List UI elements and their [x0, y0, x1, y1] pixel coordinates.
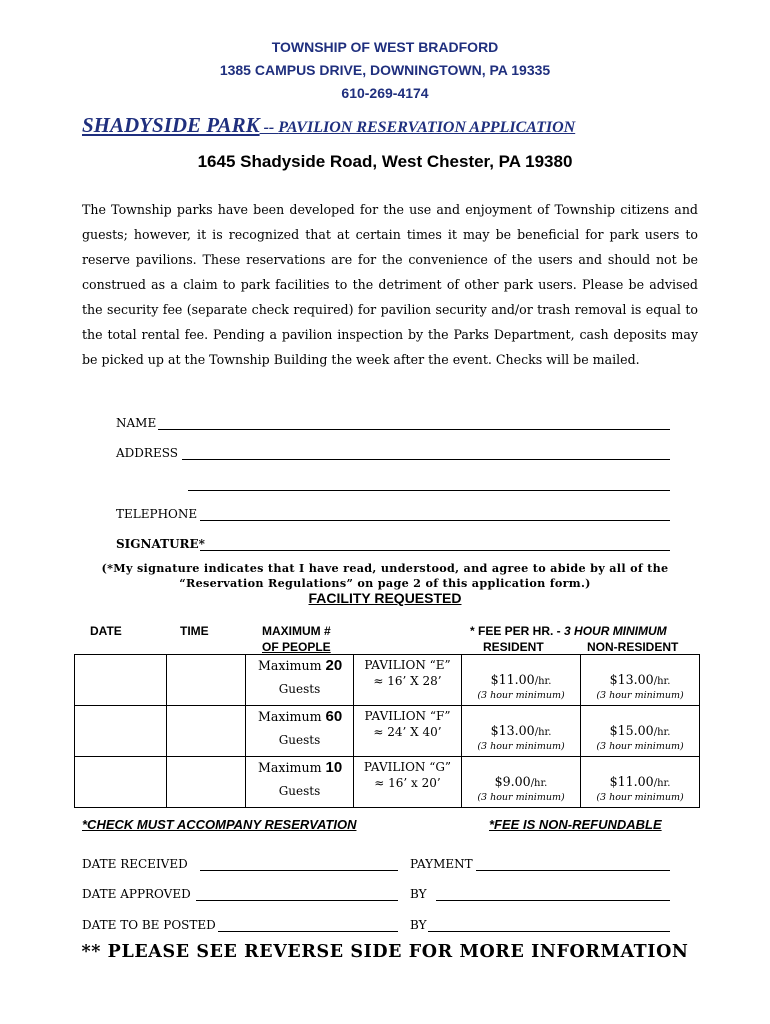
guests-label: Guests: [278, 784, 321, 798]
max-people-value: Maximum 60: [258, 708, 343, 725]
signature-field[interactable]: [200, 550, 670, 551]
pavilion-size: ≈ 16’ x 20’: [374, 776, 441, 790]
max-people-header-line1: MAXIMUM #: [262, 624, 331, 638]
telephone-label: TELEPHONE: [116, 507, 198, 521]
guests-label: Guests: [278, 733, 321, 747]
max-people-header-line2: OF PEOPLE: [262, 640, 331, 654]
resident-minimum: (3 hour minimum): [477, 792, 565, 803]
time-cell[interactable]: [167, 757, 246, 808]
resident-fee-cell: [462, 757, 581, 808]
non-resident-minimum: (3 hour minimum): [596, 690, 684, 701]
max-people-cell: [246, 757, 354, 808]
pavilion-info: [354, 708, 461, 740]
intro-paragraph: The Township parks have been developed for the use and enjoyment of Township citizens and guests; however, it is recognized that at certain times it may be beneficial for park users to reserve pavilions. These reservations are for the convenience of the users and should not be construed as a claim to park facilities to the detriment of other park users. Please be advised the security fee (separate check required) for pavilion security and/or trash removal is equal to the total rental fee. Pending a pavilion inspection by the Parks Department, cash deposits may be picked up at the Township Building the week after the event. Checks will be mailed.: [82, 202, 698, 367]
non-resident-fee: $13.00/hr.: [609, 672, 671, 687]
fee-header: [470, 624, 667, 638]
resident-minimum: (3 hour minimum): [477, 741, 565, 752]
non-resident-fee-cell: [581, 655, 700, 706]
pavilion-size: ≈ 16’ X 28’: [373, 674, 442, 688]
facility-requested-heading: FACILITY REQUESTED: [308, 590, 462, 606]
pavilion-cell: [354, 757, 462, 808]
pavilion-name: PAVILION “E”: [364, 658, 451, 672]
posted-by-label: BY: [410, 918, 427, 932]
date-approved-label: DATE APPROVED: [82, 887, 191, 901]
time-column-header: TIME: [180, 624, 209, 638]
township-address: 1385 CAMPUS DRIVE, DOWNINGTOWN, PA 19335: [219, 62, 551, 78]
max-people-value: Maximum 10: [258, 759, 343, 776]
pavilion-name: PAVILION “F”: [364, 709, 451, 723]
max-people-cell: [246, 706, 354, 757]
reverse-side-notice: ** PLEASE SEE REVERSE SIDE FOR MORE INFORMATION: [81, 942, 689, 962]
address-field-line2[interactable]: [188, 490, 670, 491]
non-resident-minimum: (3 hour minimum): [596, 741, 684, 752]
fee-header-prefix: * FEE PER HR. -: [470, 624, 565, 638]
non-resident-fee: $15.00/hr.: [609, 723, 671, 738]
date-posted-label: DATE TO BE POSTED: [82, 918, 216, 932]
name-field[interactable]: [158, 429, 670, 430]
non-resident-fee-cell: [581, 757, 700, 808]
max-people-value: Maximum 20: [258, 657, 343, 674]
pavilion-cell: [354, 706, 462, 757]
non-resident-fee: $11.00/hr.: [609, 774, 671, 789]
non-resident-header: NON-RESIDENT: [587, 640, 679, 654]
signature-note-line1: (*My signature indicates that I have read, understood, and agree to abide by all of the: [101, 561, 669, 575]
date-cell[interactable]: [75, 706, 167, 757]
guests-label: Guests: [278, 682, 321, 696]
resident-fee: $11.00/hr.: [490, 672, 552, 687]
name-label: NAME: [116, 416, 157, 430]
date-approved-field[interactable]: [196, 900, 398, 901]
signature-note-line2: “Reservation Regulations” on page 2 of this application form.): [179, 576, 591, 590]
resident-minimum: (3 hour minimum): [477, 690, 565, 701]
pavilion-cell: [354, 655, 462, 706]
address-field[interactable]: [182, 459, 670, 460]
page-title: [82, 113, 702, 138]
date-posted-field[interactable]: [218, 931, 398, 932]
date-cell[interactable]: [75, 655, 167, 706]
park-address: 1645 Shadyside Road, West Chester, PA 19380: [197, 152, 573, 171]
township-name: TOWNSHIP OF WEST BRADFORD: [271, 39, 499, 55]
resident-fee: $9.00/hr.: [494, 774, 548, 789]
resident-fee-cell: [462, 706, 581, 757]
facility-table: [74, 654, 700, 808]
date-cell[interactable]: [75, 757, 167, 808]
resident-fee-cell: [462, 655, 581, 706]
table-row: [75, 757, 700, 808]
resident-header: RESIDENT: [483, 640, 544, 654]
payment-label: PAYMENT: [410, 857, 473, 871]
check-notice: *CHECK MUST ACCOMPANY RESERVATION: [82, 817, 357, 832]
table-row: [75, 706, 700, 757]
approved-by-label: BY: [410, 887, 427, 901]
park-name: SHADYSIDE PARK: [82, 113, 260, 137]
posted-by-field[interactable]: [428, 931, 670, 932]
township-phone: 610-269-4174: [341, 85, 429, 101]
signature-label: SIGNATURE*: [116, 537, 205, 551]
title-subtitle: PAVILION RESERVATION APPLICATION: [278, 119, 576, 136]
time-cell[interactable]: [167, 655, 246, 706]
address-label: ADDRESS: [116, 446, 178, 460]
approved-by-field[interactable]: [436, 900, 670, 901]
time-cell[interactable]: [167, 706, 246, 757]
fee-header-minimum: 3 HOUR MINIMUM: [564, 624, 667, 638]
pavilion-info: [354, 759, 461, 791]
fee-notice: *FEE IS NON-REFUNDABLE: [489, 817, 662, 832]
telephone-field[interactable]: [200, 520, 670, 521]
max-people-cell: [246, 655, 354, 706]
payment-field[interactable]: [476, 870, 670, 871]
non-resident-fee-cell: [581, 706, 700, 757]
non-resident-minimum: (3 hour minimum): [596, 792, 684, 803]
table-row: [75, 655, 700, 706]
pavilion-name: PAVILION “G”: [363, 760, 452, 774]
pavilion-info: [354, 657, 461, 689]
pavilion-size: ≈ 24’ X 40’: [373, 725, 442, 739]
date-received-field[interactable]: [200, 870, 398, 871]
date-received-label: DATE RECEIVED: [82, 857, 188, 871]
date-column-header: DATE: [90, 624, 122, 638]
resident-fee: $13.00/hr.: [490, 723, 552, 738]
title-dash: --: [259, 119, 279, 136]
